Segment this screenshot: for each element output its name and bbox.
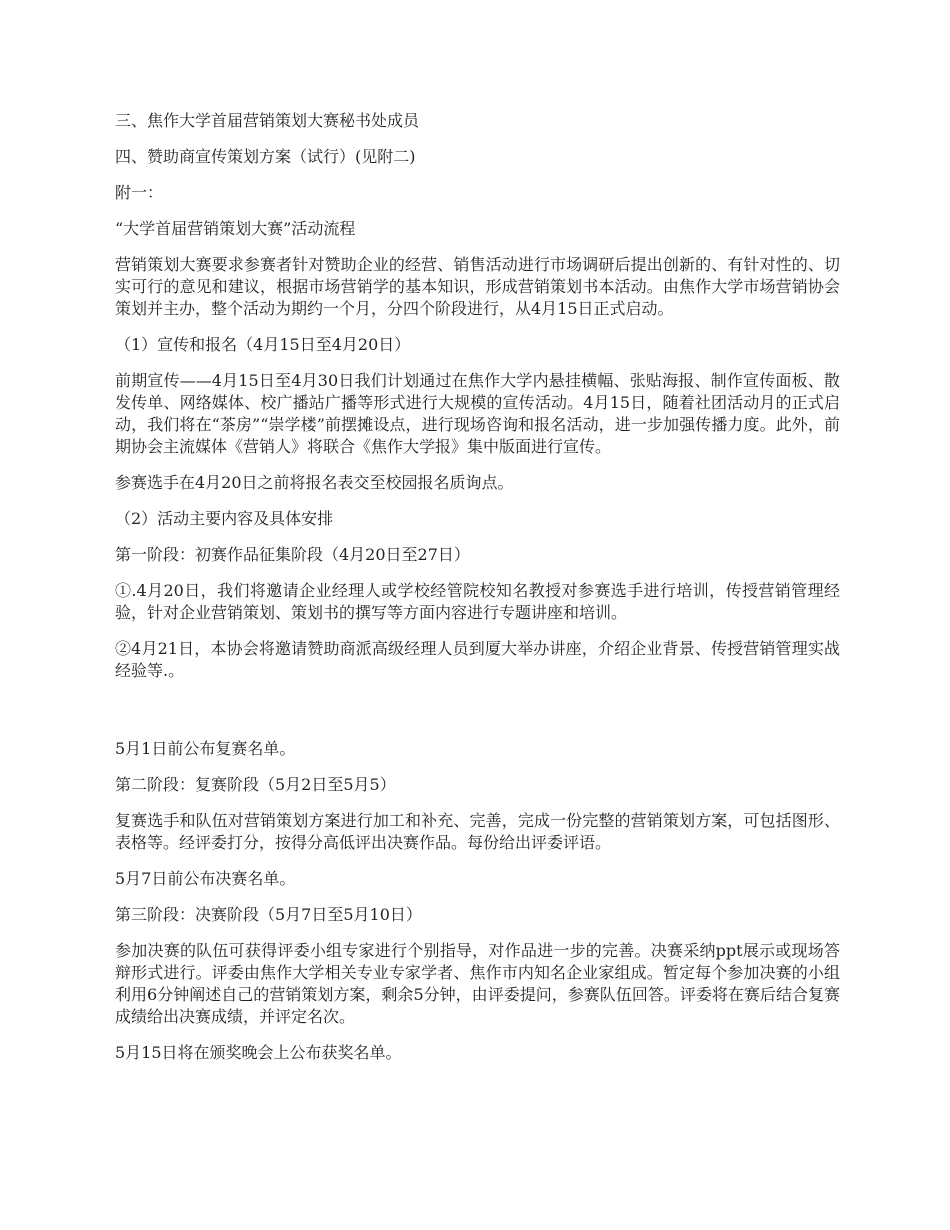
training-item-1: ①.4月20日，我们将邀请企业经理人或学校经管院校知名教授对参赛选手进行培训，传授营销管理经验，针对企业营销策划、策划书的撰写等方面内容进行专题讲座和培训。: [115, 581, 840, 622]
promotion-paragraph: 前期宣传——4月15日至4月30日我们计划通过在焦作大学内悬挂横幅、张贴海报、制作宣传面板、散发传单、网络媒体、校广播站广播等形式进行大规模的宣传活动。4月15日，随着社团活动月的正式启动，我们将在“茶房”“崇学楼”前摆摊设点，进行现场咨询和报名活动，进一步加强传播力度。此外，前期协会主流媒体《营销人》将联合《焦作大学报》集中版面进行宣传。: [115, 371, 840, 456]
award-notice: 5月15日将在颁奖晚会上公布获奖名单。: [115, 1043, 402, 1062]
stage-three-heading: 第三阶段：决赛阶段（5月7日至5月10日）: [115, 905, 422, 924]
blank-gap: [115, 696, 840, 738]
heading-secretariat: 三、焦作大学首届营销策划大赛秘书处成员: [115, 111, 420, 130]
section-promotion-registration: （1）宣传和报名（4月15日至4月20日）: [115, 335, 411, 354]
training-item-2: ②4月21日，本协会将邀请赞助商派高级经理人员到厦大举办讲座，介绍企业背景、传授营销管理实战经验等.。: [115, 639, 840, 680]
appendix-label: 附一：: [115, 183, 164, 202]
intro-paragraph: 营销策划大赛要求参赛者针对赞助企业的经营、销售活动进行市场调研后提出创新的、有针对性的、切实可行的意见和建议，根据市场营销学的基本知识，形成营销策划书本活动。由焦作大学市场营销协会策划并主办，整个活动为期约一个月，分四个阶段进行，从4月15日正式启动。: [115, 255, 840, 318]
semifinal-paragraph: 复赛选手和队伍对营销策划方案进行加工和补充、完善，完成一份完整的营销策划方案，可包括图形、表格等。经评委打分，按得分高低评出决赛作品。每份给出评委评语。: [115, 811, 840, 852]
final-list-notice: 5月7日前公布决赛名单。: [115, 869, 296, 888]
process-title: “大学首届营销策划大赛”活动流程: [115, 219, 356, 238]
stage-one-heading: 第一阶段：初赛作品征集阶段（4月20日至27日）: [115, 545, 470, 564]
section-main-content: （2）活动主要内容及具体安排: [115, 509, 334, 528]
stage-two-heading: 第二阶段：复赛阶段（5月2日至5月5）: [115, 775, 396, 794]
heading-sponsor-plan: 四、赞助商宣传策划方案（试行）(见附二): [115, 147, 416, 166]
semifinal-list-notice: 5月1日前公布复赛名单。: [115, 739, 296, 758]
document-page: [115, 110, 840, 1078]
final-paragraph: 参加决赛的队伍可获得评委小组专家进行个别指导，对作品进一步的完善。决赛采纳ppt展示或现场答辩形式进行。评委由焦作大学相关专业专家学者、焦作市内知名企业家组成。暂定每个参加决赛的小组利用6分钟阐述自己的营销策划方案，剩余5分钟，由评委提问，参赛队伍回答。评委将在赛后结合复赛成绩给出决赛成绩，并评定名次。: [115, 941, 840, 1026]
registration-deadline: 参赛选手在4月20日之前将报名表交至校园报名质询点。: [115, 473, 514, 492]
